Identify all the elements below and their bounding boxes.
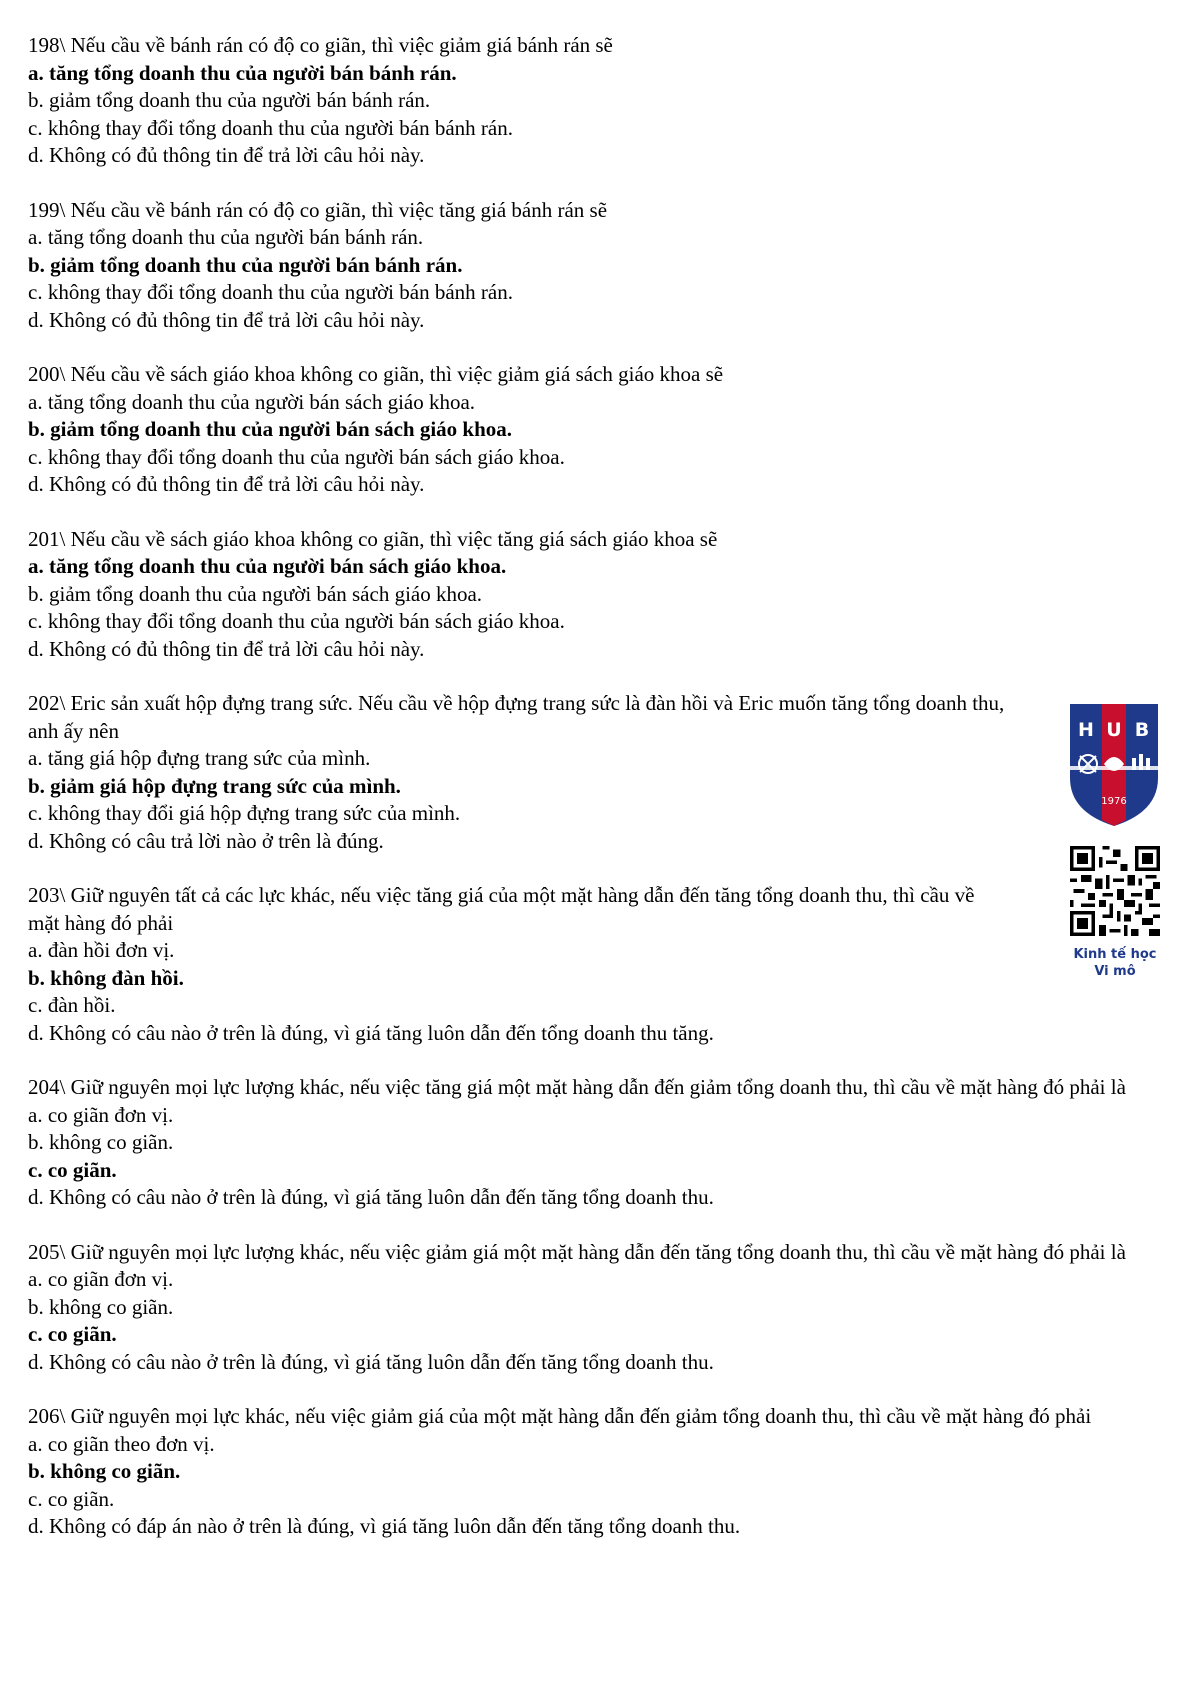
option-d: d. Không có câu nào ở trên là đúng, vì giá tăng luôn dẫn đến tăng tổng doanh thu. xyxy=(28,1349,714,1374)
question-stem: 206\ Giữ nguyên mọi lực khác, nếu việc giảm giá của một mặt hàng dẫn đến giảm tổng doanh thu, thì cầu về mặt hàng đó phải xyxy=(28,1404,1092,1428)
brand-line-1: Kinh tế học xyxy=(1073,947,1157,962)
question-stem: 201\ Nếu cầu về sách giáo khoa không co giãn, thì việc tăng giá sách giáo khoa sẽ xyxy=(28,526,718,551)
qr-code-icon xyxy=(1070,846,1160,936)
option-c: c. co giãn. xyxy=(28,1486,115,1511)
question-stem: 204\ Giữ nguyên mọi lực lượng khác, nếu việc tăng giá một mặt hàng dẫn đến giảm tổng doanh thu, thì cầu về mặt hàng đó phải là xyxy=(28,1075,1126,1099)
question-199 xyxy=(28,197,1148,335)
option-c: c. không thay đổi tổng doanh thu của người bán bánh rán. xyxy=(28,280,513,304)
question-stem: 199\ Nếu cầu về bánh rán có độ co giãn, thì việc tăng giá bánh rán sẽ xyxy=(28,197,608,222)
option-a: a. co giãn theo đơn vị. xyxy=(28,1431,215,1456)
option-b: b. giảm giá hộp đựng trang sức của mình. xyxy=(28,773,401,798)
question-stem: 205\ Giữ nguyên mọi lực lượng khác, nếu việc giảm giá một mặt hàng dẫn đến tăng tổng doanh thu, thì cầu về mặt hàng đó phải là xyxy=(28,1239,1126,1264)
question-200 xyxy=(28,361,1148,499)
option-d: d. Không có câu trả lời nào ở trên là đúng. xyxy=(28,828,384,853)
logo-letter-b: B xyxy=(1134,719,1150,741)
hub-logo-icon xyxy=(1066,700,1162,830)
option-c: c. co giãn. xyxy=(28,1157,117,1182)
option-b: b. không co giãn. xyxy=(28,1130,174,1154)
logo-letter-u: U xyxy=(1106,719,1122,741)
option-c: c. co giãn. xyxy=(28,1322,117,1346)
option-a: a. tăng giá hộp đựng trang sức của mình. xyxy=(28,746,371,770)
option-b: b. không co giãn. xyxy=(28,1294,174,1319)
option-b: b. không co giãn. xyxy=(28,1459,181,1483)
option-a: a. co giãn đơn vị. xyxy=(28,1102,174,1127)
option-d: d. Không có đủ thông tin để trả lời câu hỏi này. xyxy=(28,472,425,496)
document-page xyxy=(28,32,1148,1568)
option-c: c. không thay đổi giá hộp đựng trang sức của mình. xyxy=(28,801,461,825)
option-a: a. tăng tổng doanh thu của người bán sách giáo khoa. xyxy=(28,389,476,414)
logo-year: 1976 xyxy=(1101,796,1127,807)
question-204 xyxy=(28,1074,1148,1212)
option-b: b. giảm tổng doanh thu của người bán bánh rán. xyxy=(28,88,431,112)
question-206 xyxy=(28,1403,1148,1541)
logo-letter-h: H xyxy=(1078,719,1094,741)
option-a: a. tăng tổng doanh thu của người bán bánh rán. xyxy=(28,60,457,85)
option-d: d. Không có đủ thông tin để trả lời câu hỏi này. xyxy=(28,143,425,167)
question-stem: 202\ Eric sản xuất hộp đựng trang sức. Nếu cầu về hộp đựng trang sức là đàn hồi và Eric muốn tăng tổng doanh thu, anh ấy nên xyxy=(28,691,1005,743)
option-d: d. Không có đáp án nào ở trên là đúng, vì giá tăng luôn dẫn đến tăng tổng doanh thu. xyxy=(28,1514,741,1538)
question-201 xyxy=(28,526,1148,664)
option-a: a. tăng tổng doanh thu của người bán sách giáo khoa. xyxy=(28,554,507,578)
option-c: c. không thay đổi tổng doanh thu của người bán bánh rán. xyxy=(28,115,513,140)
question-stem: 200\ Nếu cầu về sách giáo khoa không co giãn, thì việc giảm giá sách giáo khoa sẽ xyxy=(28,362,724,386)
question-202 xyxy=(28,690,1148,855)
option-b: b. giảm tổng doanh thu của người bán bánh rán. xyxy=(28,252,463,277)
option-d: d. Không có câu nào ở trên là đúng, vì giá tăng luôn dẫn đến tăng tổng doanh thu. xyxy=(28,1185,714,1209)
question-stem: 203\ Giữ nguyên tất cả các lực khác, nếu việc tăng giá của một mặt hàng dẫn đến tăng tổng doanh thu, thì cầu về mặt hàng đó phải xyxy=(28,883,975,935)
option-a: a. tăng tổng doanh thu của người bán bánh rán. xyxy=(28,225,424,249)
question-stem: 198\ Nếu cầu về bánh rán có độ co giãn, thì việc giảm giá bánh rán sẽ xyxy=(28,33,613,57)
brand-line-2: Vi mô xyxy=(1094,964,1136,979)
option-c: c. không thay đổi tổng doanh thu của người bán sách giáo khoa. xyxy=(28,609,565,633)
question-205 xyxy=(28,1239,1148,1377)
option-c: c. đàn hồi. xyxy=(28,993,116,1017)
option-c: c. không thay đổi tổng doanh thu của người bán sách giáo khoa. xyxy=(28,444,565,469)
option-a: a. co giãn đơn vị. xyxy=(28,1267,174,1291)
option-b: b. giảm tổng doanh thu của người bán sách giáo khoa. xyxy=(28,417,513,441)
course-brand xyxy=(1058,946,1172,980)
option-b: b. không đàn hồi. xyxy=(28,965,184,990)
option-b: b. giảm tổng doanh thu của người bán sách giáo khoa. xyxy=(28,581,483,606)
option-d: d. Không có đủ thông tin để trả lời câu hỏi này. xyxy=(28,307,425,332)
option-a: a. đàn hồi đơn vị. xyxy=(28,938,175,962)
question-203 xyxy=(28,882,1148,1047)
question-198 xyxy=(28,32,1148,170)
option-d: d. Không có câu nào ở trên là đúng, vì giá tăng luôn dẫn đến tổng doanh thu tăng. xyxy=(28,1020,714,1045)
option-d: d. Không có đủ thông tin để trả lời câu hỏi này. xyxy=(28,636,425,661)
